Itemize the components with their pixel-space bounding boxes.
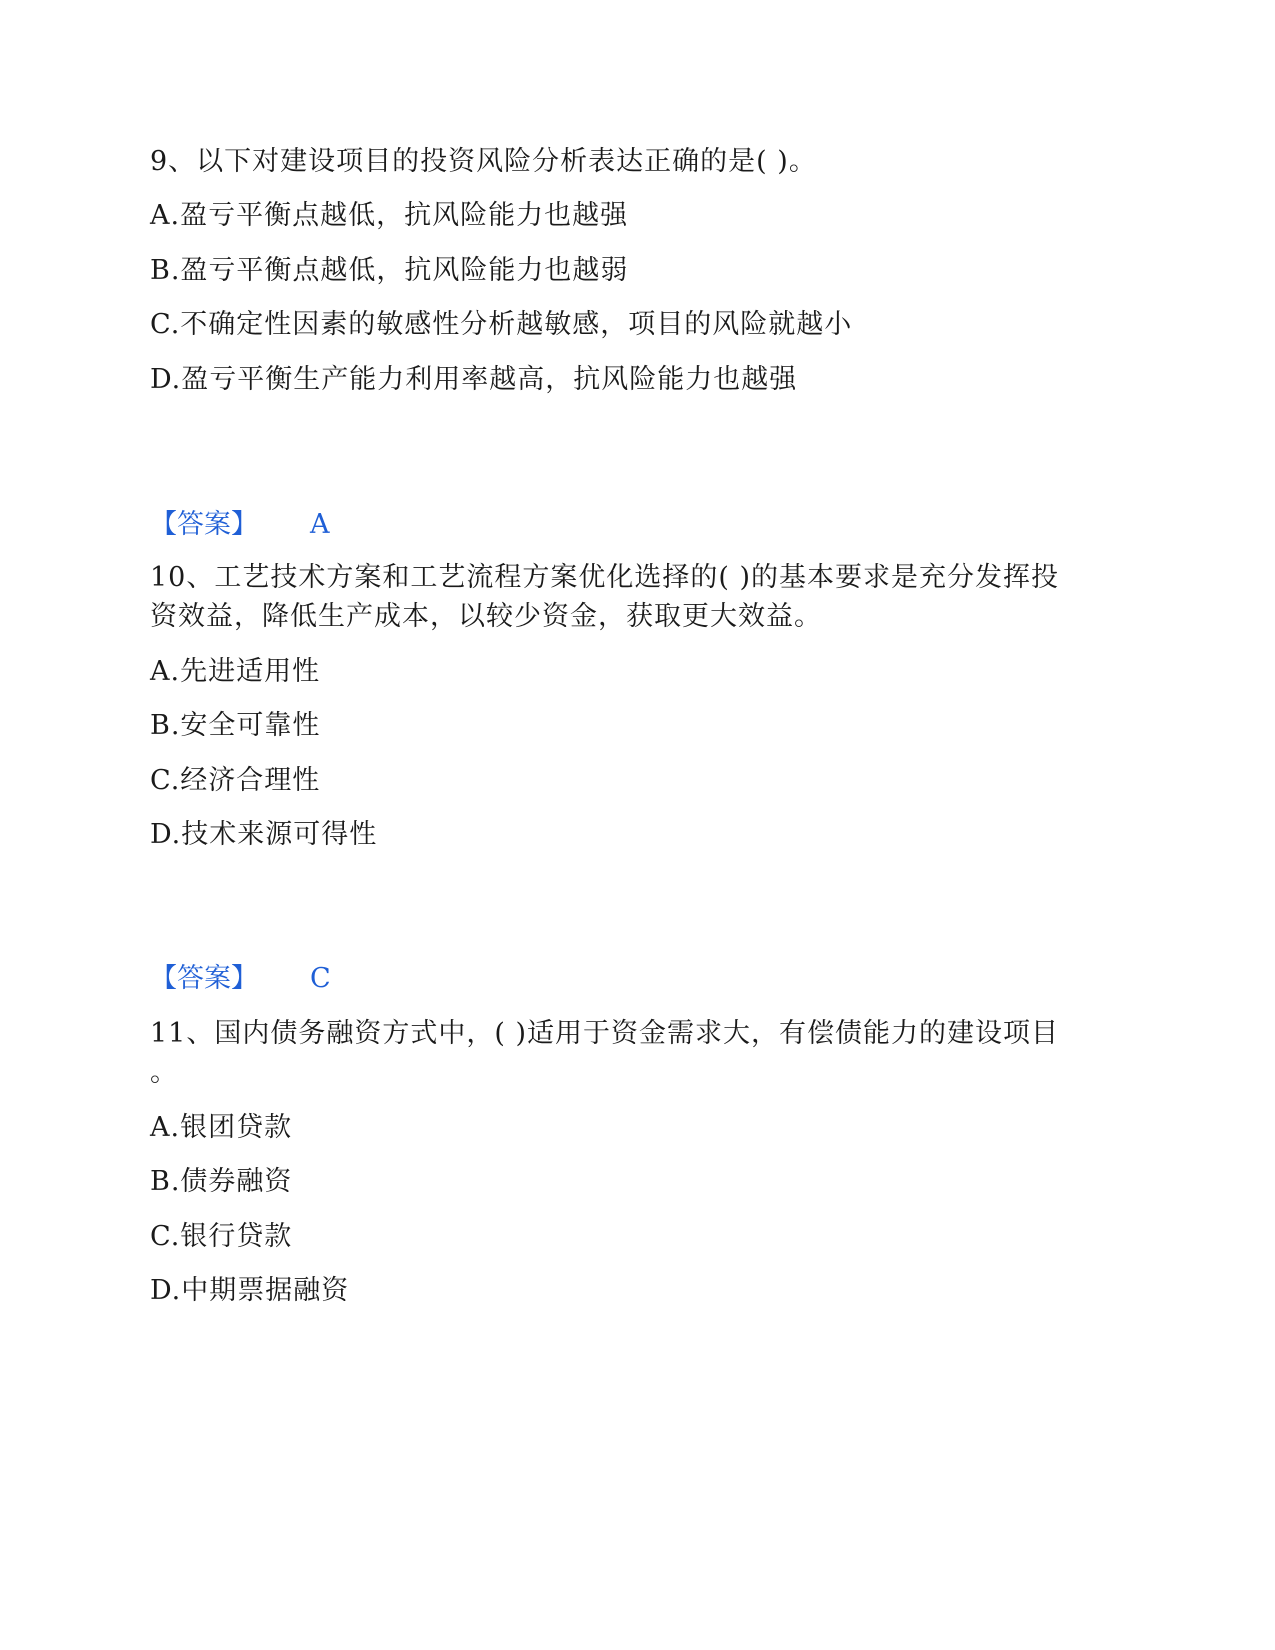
question-9-option-b: B.盈亏平衡点越低，抗风险能力也越弱: [150, 255, 629, 286]
question-9-option-a: A.盈亏平衡点越低，抗风险能力也越强: [150, 200, 629, 231]
answer-label: 【答案】: [150, 963, 258, 994]
question-11-stem-line-2: 。: [150, 1057, 178, 1088]
answer-value: C: [310, 963, 331, 994]
question-10-stem-line-2: 资效益，降低生产成本，以较少资金，获取更大效益。: [150, 601, 822, 632]
question-11-option-c: C.银行贷款: [150, 1221, 293, 1252]
question-11-stem-line-1: 11、国内债务融资方式中，( )适用于资金需求大，有偿债能力的建设项目: [150, 1018, 1060, 1049]
question-9-answer: [150, 505, 330, 545]
question-10-stem-line-1: 10、工艺技术方案和工艺流程方案优化选择的( )的基本要求是充分发挥投: [150, 562, 1060, 593]
question-9-option-d: D.盈亏平衡生产能力利用率越高，抗风险能力也越强: [150, 364, 798, 395]
question-9-stem: 9、以下对建设项目的投资风险分析表达正确的是( )。: [150, 146, 817, 177]
question-11-option-b: B.债券融资: [150, 1166, 293, 1197]
question-10-option-d: D.技术来源可得性: [150, 819, 378, 850]
question-10-option-b: B.安全可靠性: [150, 710, 321, 741]
question-10-option-c: C.经济合理性: [150, 765, 321, 796]
question-10-answer: [150, 959, 331, 999]
answer-label: 【答案】: [150, 509, 258, 540]
question-11-option-d: D.中期票据融资: [150, 1275, 350, 1306]
question-11-option-a: A.银团贷款: [150, 1112, 293, 1143]
answer-value: A: [310, 509, 330, 540]
question-9-option-c: C.不确定性因素的敏感性分析越敏感，项目的风险就越小: [150, 309, 853, 340]
question-10-option-a: A.先进适用性: [150, 656, 321, 687]
